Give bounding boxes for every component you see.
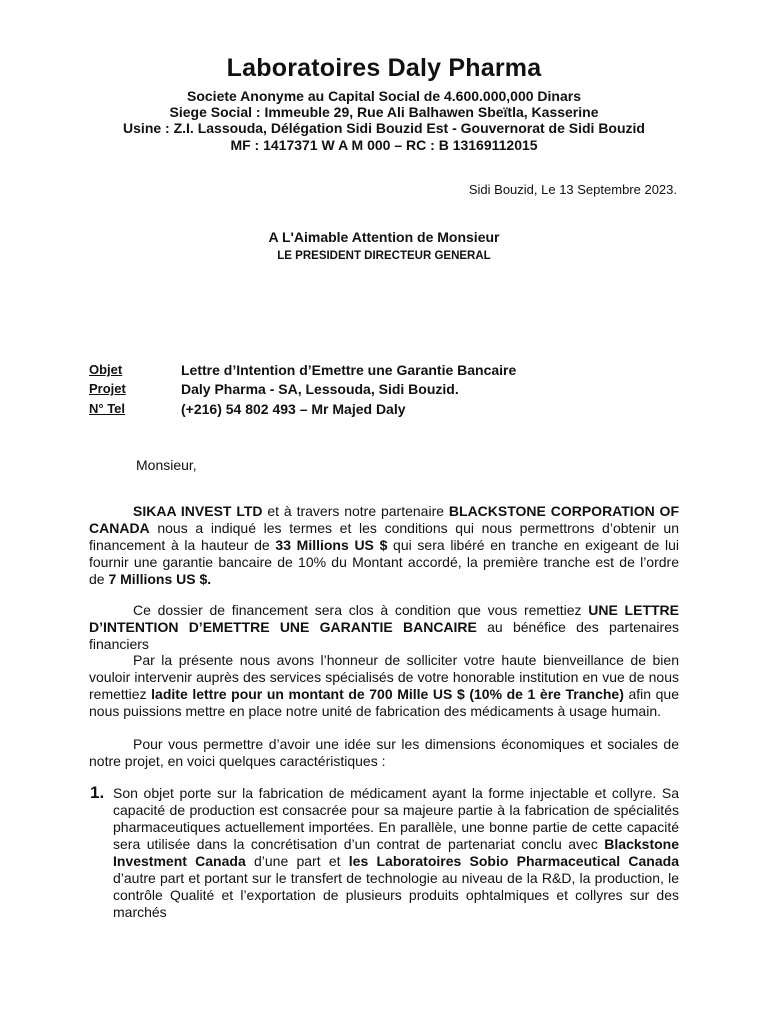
bold-text: Blackstone Investment Canada (113, 836, 679, 869)
paragraph-condition (89, 602, 679, 653)
text: Par la présente nous avons l’honneur de solliciter votre haute bienveillance de bien vouloir intervenir auprès des services spécialisés de votre honorable institution en vue de nous remettiez (89, 652, 679, 702)
ref-value-objet: Lettre d’Intention d’Emettre une Garantie Bancaire (181, 362, 517, 378)
tax-registration: MF : 1417371 W A M 000 – RC : B 13169112015 (230, 137, 538, 153)
text: au bénéfice des partenaires financiers (89, 619, 679, 652)
text: d’autre part et portant sur le transfert de technologie au niveau de la R&D, la production, le contrôle Qualité et l’exportation de plusieurs produits ophtalmiques et collyres sur des marchés (113, 870, 679, 920)
list-item-1 (113, 785, 679, 921)
bold-text: ladite lettre pour un montant de 700 Mille US $ (10% de 1 ère Tranche) (151, 686, 624, 702)
company-name: Laboratoires Daly Pharma (226, 54, 542, 82)
text: d’une part et (245, 853, 349, 869)
text: et à travers notre partenaire (262, 503, 449, 519)
paragraph-request (89, 652, 679, 720)
ref-value-tel: (+216) 54 802 493 – Mr Majed Daly (181, 401, 406, 417)
ref-label-projet: Projet (89, 381, 126, 396)
text: Pour vous permettre d’avoir une idée sur les dimensions économiques et sociales de notre projet, en voici quelques caractéristiques : (89, 736, 679, 769)
bold-text: SIKAA INVEST LTD (133, 503, 263, 519)
paragraph-financing (89, 503, 679, 588)
text: qui sera libéré en tranche en exigeant de lui fournir une garantie bancaire de 10% du Montant accordé, la première tranche est de l’ordre de (89, 537, 679, 587)
text: nous a indiqué les termes et les conditions qui nous permettrons d’obtenir un financement à la hauteur de (89, 520, 679, 553)
company-legal-form: Societe Anonyme au Capital Social de 4.600.000,000 Dinars (187, 88, 581, 104)
text: Son objet porte sur la fabrication de médicament ayant la forme injectable et collyre. Sa capacité de production est consacrée pour sa majeure partie à la fabrication de spécialités pharmaceutiques actuellement importées. En parallèle, une bonne partie de cette capacité sera utilisée dans la concrétisation d’un contrat de partenariat conclu avec (113, 785, 679, 852)
salutation: Monsieur, (136, 457, 197, 473)
ref-value-projet: Daly Pharma - SA, Lessouda, Sidi Bouzid. (181, 381, 459, 397)
bold-text: 33 Millions US $ (275, 537, 388, 553)
ref-label-objet: Objet (89, 362, 123, 377)
head-office-address: Siege Social : Immeuble 29, Rue Ali Balhawen Sbeïtla, Kasserine (169, 104, 599, 120)
bold-text: BLACKSTONE CORPORATION OF CANADA (89, 503, 680, 536)
text: Ce dossier de financement sera clos à condition que vous remettiez (133, 602, 589, 618)
recipient-title: LE PRESIDENT DIRECTEUR GENERAL (277, 250, 491, 262)
text: afin que nous puissions mettre en place notre unité de fabrication des médicaments à usage humain. (89, 686, 680, 719)
factory-address: Usine : Z.I. Lassouda, Délégation Sidi Bouzid Est - Gouvernorat de Sidi Bouzid (123, 120, 645, 136)
list-number: 1. (90, 783, 105, 802)
ref-label-tel: N° Tel (89, 401, 126, 416)
bold-text: 7 Millions US $. (108, 571, 212, 587)
bold-text: les Laboratoires Sobio Pharmaceutical Canada (348, 853, 679, 869)
attention-line: A L'Aimable Attention de Monsieur (268, 229, 500, 245)
bold-text: UNE LETTRE D’INTENTION D’EMETTRE UNE GARANTIE BANCAIRE (89, 602, 680, 635)
paragraph-characteristics (89, 736, 679, 770)
letter-date: Sidi Bouzid, Le 13 Septembre 2023. (468, 182, 677, 197)
